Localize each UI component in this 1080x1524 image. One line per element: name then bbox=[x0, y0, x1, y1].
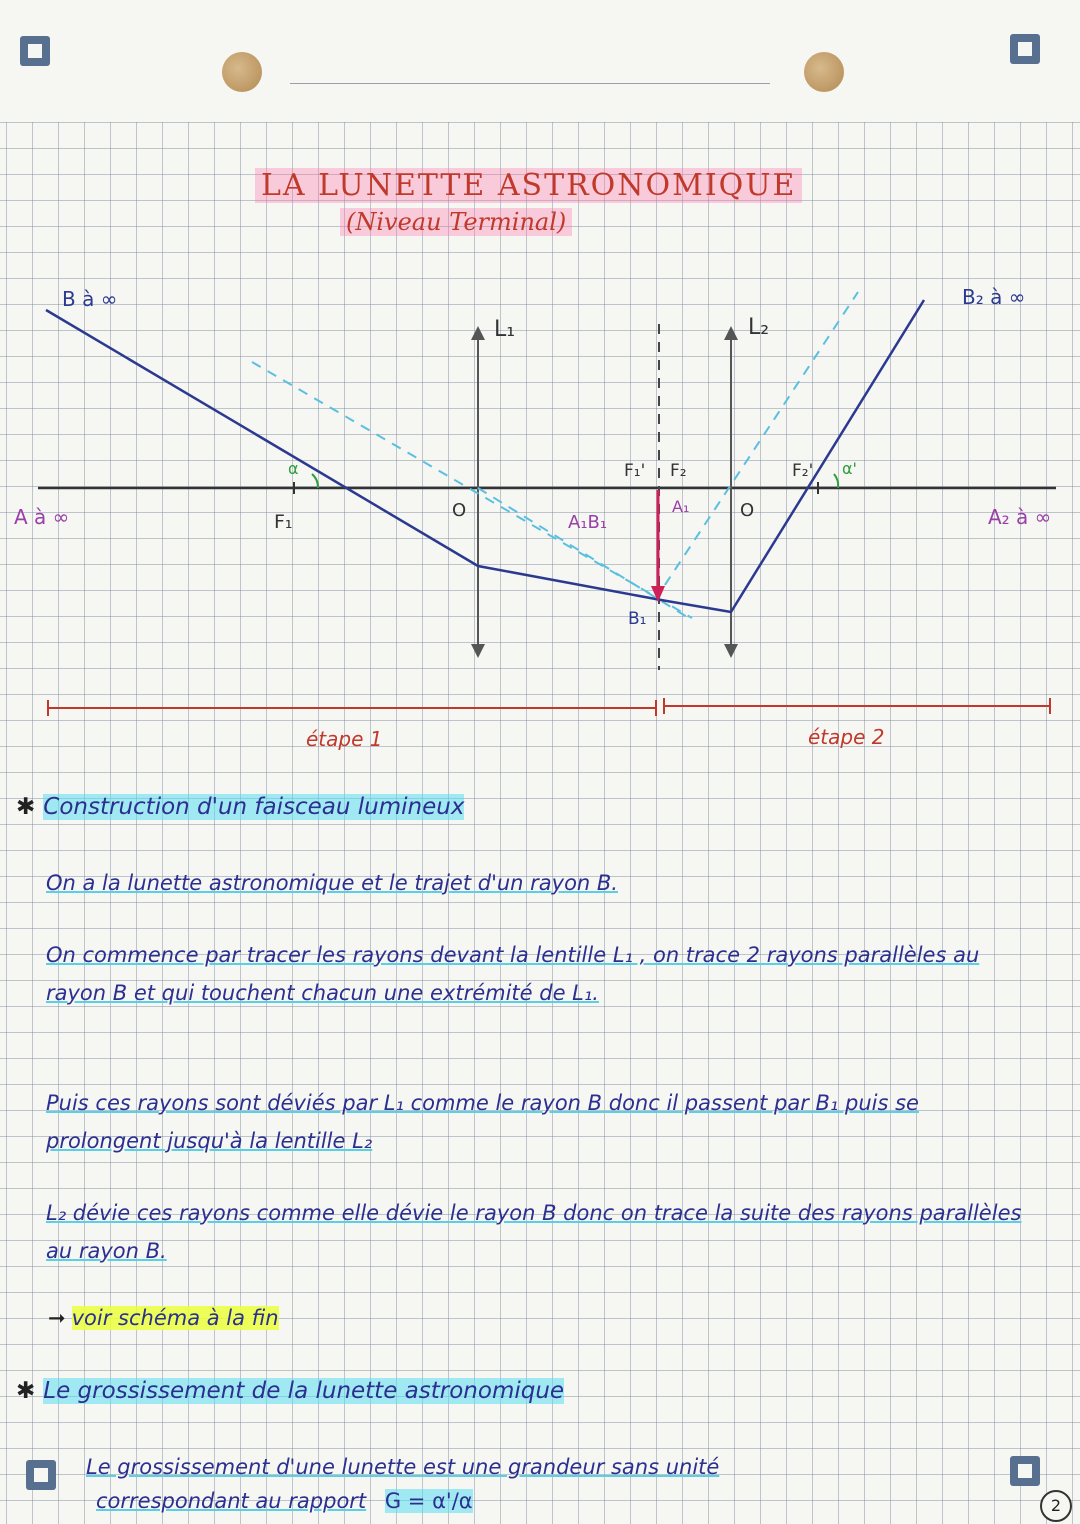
label-l1: L₁ bbox=[494, 317, 516, 342]
bullet-star-icon: ✱ bbox=[16, 794, 36, 820]
alpha-arc bbox=[312, 474, 318, 488]
label-f2-prime: F₂' bbox=[792, 461, 814, 481]
alpha-prime-arc bbox=[834, 474, 838, 488]
section2-line-1: Le grossissement d'une lunette est une grandeur sans unité bbox=[86, 1455, 720, 1479]
label-a1b1: A₁B₁ bbox=[568, 512, 608, 533]
label-f1: F₁ bbox=[274, 511, 293, 533]
section1-paragraph-1: On a la lunette astronomique et le trajet d'un rayon B. bbox=[46, 871, 618, 895]
corner-mark-bottom-right bbox=[1010, 1456, 1040, 1486]
label-b1: B₁ bbox=[628, 609, 647, 629]
label-o1: O bbox=[452, 500, 467, 521]
bullet-star-icon-2: ✱ bbox=[16, 1378, 36, 1404]
ray-b bbox=[46, 300, 924, 612]
page-title: LA LUNETTE ASTRONOMIQUE bbox=[255, 168, 802, 203]
label-a-inf: A à ∞ bbox=[14, 505, 70, 529]
label-b2-inf: B₂ à ∞ bbox=[962, 285, 1026, 309]
see-diagram-note bbox=[48, 1306, 279, 1330]
lens-l1-bottom-arrow bbox=[471, 644, 485, 658]
section2-line-2-text: correspondant au rapport bbox=[96, 1489, 367, 1513]
section1-heading-text: Construction d'un faisceau lumineux bbox=[43, 794, 465, 820]
label-etape-1: étape 1 bbox=[306, 727, 383, 751]
see-diagram-text: voir schéma à la fin bbox=[71, 1306, 279, 1330]
section1-paragraph-2: On commence par tracer les rayons devant la lentille L₁ , on trace 2 rayons parallèles au rayon B et qui touchent chacun une extrémité de L₁. bbox=[46, 943, 980, 1005]
construction-ray-1 bbox=[252, 362, 692, 618]
section2-heading-text: Le grossissement de la lunette astronomique bbox=[43, 1378, 565, 1404]
label-o2: O bbox=[740, 500, 755, 521]
label-a2-inf: A₂ à ∞ bbox=[988, 505, 1052, 529]
magnification-formula: G = α'/α bbox=[384, 1489, 473, 1513]
label-f1-prime: F₁' bbox=[624, 461, 646, 481]
lens-l1-top-arrow bbox=[471, 326, 485, 340]
label-f2: F₂ bbox=[670, 461, 687, 481]
label-a1: A₁ bbox=[672, 497, 690, 516]
corner-mark-bottom-left bbox=[26, 1460, 56, 1490]
label-alpha: α bbox=[288, 459, 299, 478]
label-l2: L₂ bbox=[748, 315, 770, 340]
lens-l2-bottom-arrow bbox=[724, 644, 738, 658]
section-heading-grossissement bbox=[16, 1378, 564, 1404]
lens-l2-top-arrow bbox=[724, 326, 738, 340]
section-heading-construction bbox=[16, 794, 464, 820]
section2-line-2 bbox=[96, 1484, 796, 1518]
label-etape-2: étape 2 bbox=[808, 725, 885, 749]
label-b-inf: B à ∞ bbox=[62, 287, 118, 311]
label-alpha-prime: α' bbox=[842, 459, 857, 478]
page-number: 2 bbox=[1040, 1490, 1072, 1522]
section1-paragraph-4: L₂ dévie ces rayons comme elle dévie le rayon B donc on trace la suite des rayons parallèles au rayon B. bbox=[46, 1201, 1022, 1263]
arrow-right-icon: ➞ bbox=[48, 1306, 66, 1330]
section1-paragraph-3: Puis ces rayons sont déviés par L₁ comme le rayon B donc il passent par B₁ puis se prolongent jusqu'à la lentille L₂ bbox=[46, 1091, 919, 1153]
page-subtitle: (Niveau Terminal) bbox=[340, 208, 572, 236]
